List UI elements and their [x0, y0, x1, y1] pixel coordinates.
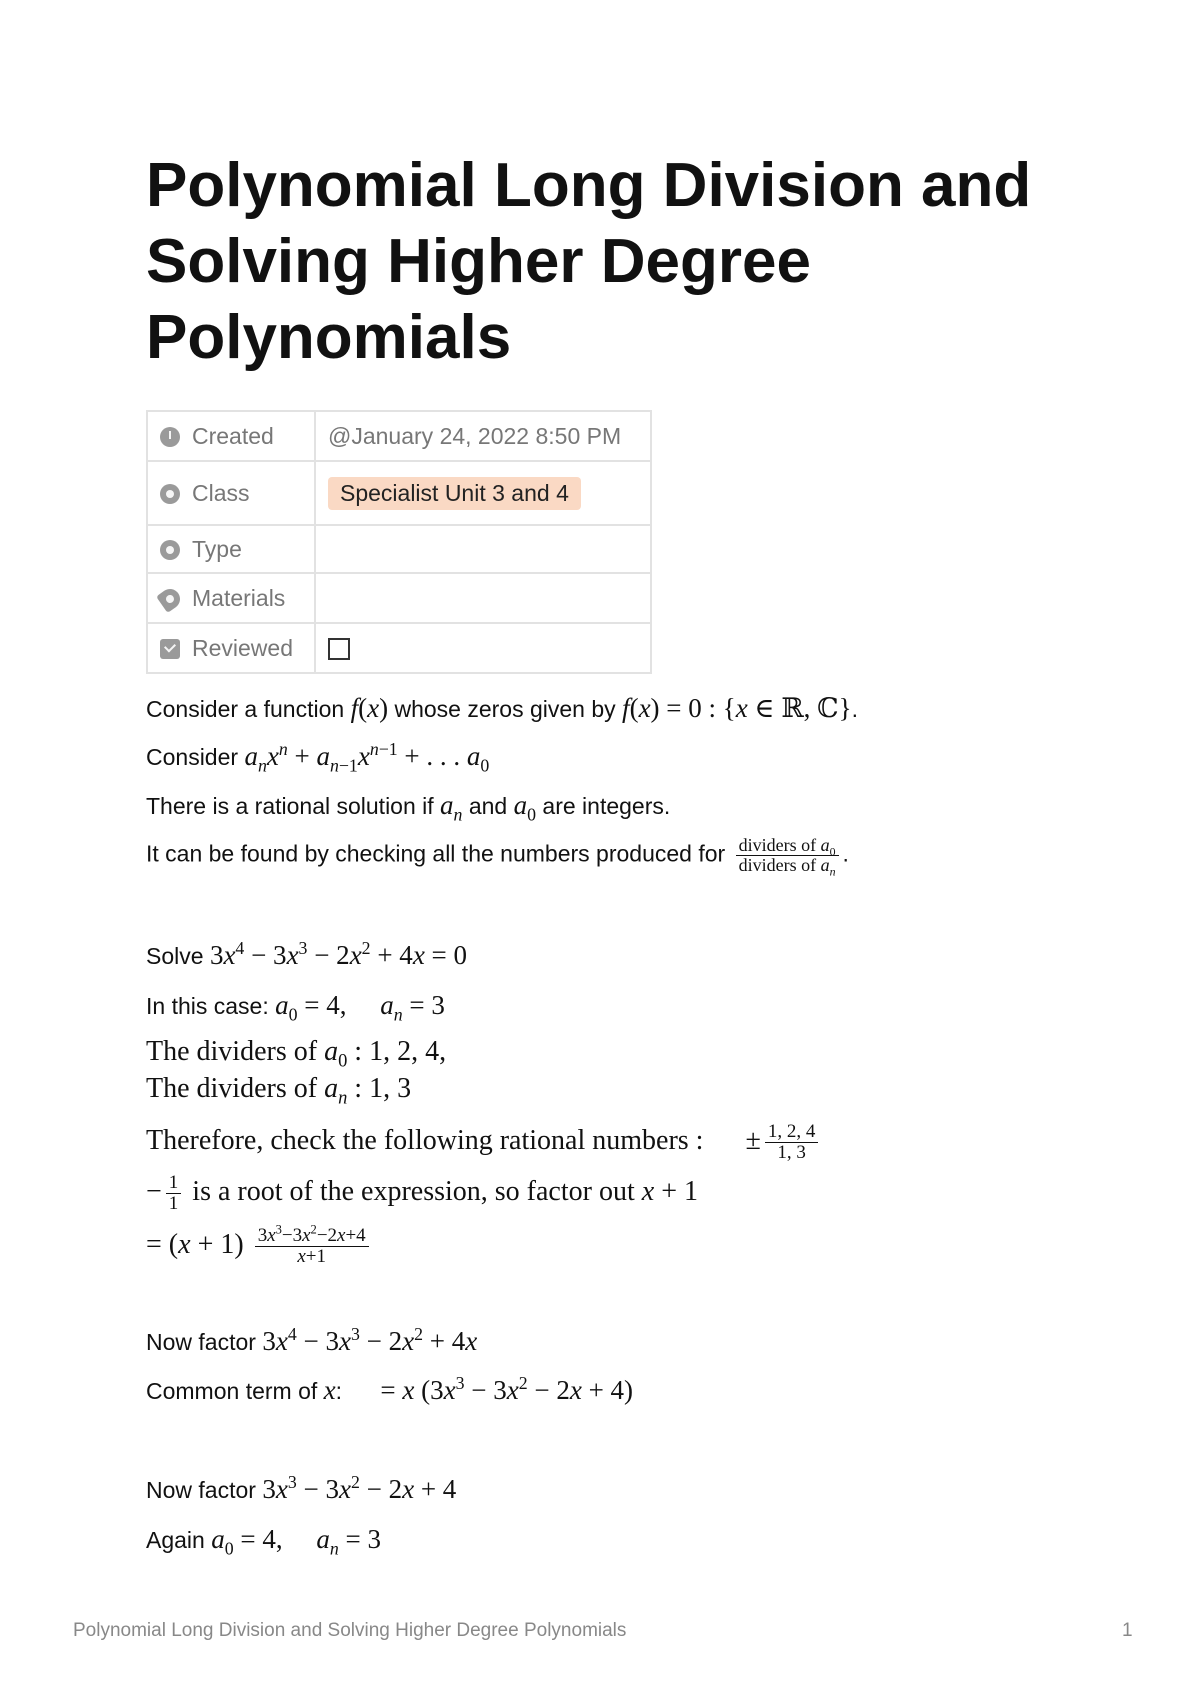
footer-page-number: 1 — [1122, 1620, 1133, 1641]
property-label-materials: Materials — [192, 584, 286, 611]
math-zeros-set: f(x) = 0 : {x ∈ ℝ, ℂ} — [622, 693, 852, 723]
text-line-again: Again $a_0 = 4$, $a_n = 3$ — [146, 1524, 381, 1559]
property-value-materials[interactable] — [315, 573, 651, 623]
math-line-factored: = (x + 1) $\frac{3x^3-3x^2-2x+4}{x+1}$ — [146, 1226, 373, 1267]
property-row-created — [147, 411, 651, 461]
math-line-dividers-an: The dividers of $a_n$ : 1, 3 — [146, 1073, 412, 1108]
property-value-type[interactable] — [315, 525, 651, 573]
page-title: Polynomial Long Division and Solving Higher Degree Polynomials — [146, 151, 1032, 372]
math-line-root: − $\frac{1}{1}$ is a root of the expression, so factor out x + 1 — [146, 1172, 698, 1214]
reviewed-checkbox[interactable] — [328, 638, 350, 660]
math-fx: f(x) — [350, 693, 389, 723]
property-value-created[interactable]: @January 24, 2022 8:50 PM — [315, 411, 651, 461]
text-line-in-this-case: In this case: $a_0 = 4$, $a_n = 3$ — [146, 990, 445, 1025]
property-label-reviewed: Reviewed — [192, 634, 293, 661]
text-line-now-factor-2: Now factor $3x^3 - 3x^2 - 2x + 4$ — [146, 1472, 457, 1504]
math-equation: $3x^4 - 3x^3 - 2x^2 + 4x = 0$ — [209, 938, 468, 970]
property-label-created: Created — [192, 422, 274, 449]
math-general-polynomial: $a_nx^n + a_{n-1}x^{n-1}$ + . . . $a_0$ — [244, 739, 490, 776]
text-line-rational-solution: There is a rational solution if $a_n$ and $a_0$ are integers. — [146, 790, 671, 825]
text-line-general-polynomial: Consider $a_nx^n + a_{n-1}x^{n-1}$ + . . . $a_0$ — [146, 739, 490, 776]
class-tag[interactable]: Specialist Unit 3 and 4 — [328, 477, 581, 510]
text-line-found-by-checking: It can be found by checking all the numbers produced for $\frac{dividers of a_0}{dividers of a_n}$ . — [146, 835, 849, 879]
property-row-materials — [147, 573, 651, 623]
property-row-type — [147, 525, 651, 573]
clock-icon — [160, 427, 180, 447]
math-line-dividers-a0: The dividers of $a_0$ : 1, 2, 4, — [146, 1036, 447, 1071]
select-icon — [160, 540, 180, 560]
math-candidate-fraction: $\frac{1, 2, 4}{1, 3}$ — [765, 1122, 819, 1163]
property-label-class: Class — [192, 479, 250, 506]
properties-table — [146, 410, 652, 674]
property-label-type: Type — [192, 535, 242, 562]
text-line-solve: Solve $3x^4 - 3x^3 - 2x^2 + 4x = 0$ — [146, 938, 468, 970]
checkbox-icon — [160, 639, 180, 659]
text-line-now-factor: Now factor $3x^4 - 3x^3 - 2x^2 + 4x$ — [146, 1324, 478, 1356]
footer-title: Polynomial Long Division and Solving Higher Degree Polynomials — [73, 1620, 627, 1641]
select-icon — [160, 484, 180, 504]
property-row-class — [147, 461, 651, 525]
text-line-common-term: Common term of x: = x $(3x^3 - 3x^2 - 2x + 4)$ — [146, 1373, 634, 1405]
property-row-reviewed — [147, 623, 651, 673]
math-dividers-fraction: $\frac{dividers of a_0}{dividers of a_n}$ — [736, 836, 839, 875]
tag-icon — [156, 585, 184, 613]
text-line-function: Consider a function f(x) whose zeros given by f(x) = 0 : {x ∈ ℝ, ℂ}. — [146, 693, 858, 723]
math-line-therefore: Therefore, check the following rational numbers : ± $\frac{1, 2, 4}{1, 3}$ — [146, 1122, 822, 1163]
